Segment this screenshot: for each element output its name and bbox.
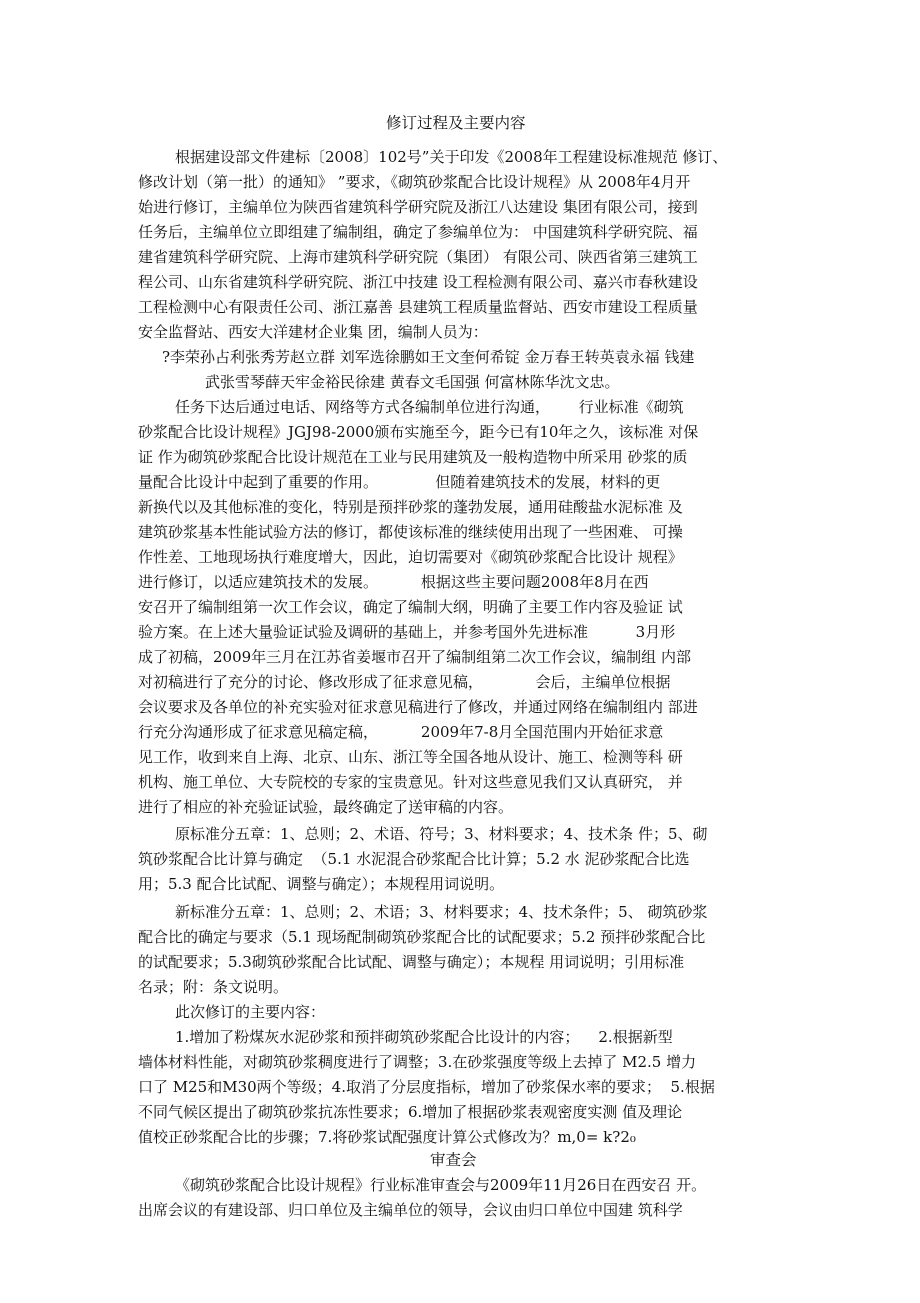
text-line: 对初稿进行了充分的讨论、修改形成了征求意见稿， 会后，主编单位根据	[138, 673, 671, 691]
text-line: 量配合比设计中起到了重要的作用。 但随着建筑技术的发展，材料的更	[138, 473, 661, 491]
text-line: 名录；附：条文说明。	[138, 978, 289, 996]
text-line: 新标准分五章：1、总则；2、术语；3、材料要求；4、技术条件；5、 砌筑砂浆	[175, 903, 708, 921]
text-line: 配合比的确定与要求（5.1 现场配制砌筑砂浆配合比的试配要求；5.2 预拌砂浆配合比	[138, 928, 706, 946]
text-line: 建筑砂浆基本性能试验方法的修订，都使该标准的继续使用出现了一些困难、 可操	[138, 523, 683, 541]
text-line: 出席会议的有建设部、归口单位及主编单位的领导，会议由归口单位中国建 筑科学	[138, 1201, 683, 1219]
text-line: 行充分沟通形成了征求意见稿定稿， 2009年7-8月全国范围内开始征求意	[138, 723, 664, 741]
text-line: 程公司、山东省建筑科学研究院、浙江中技建 设工程检测有限公司、嘉兴市春秋建设	[138, 273, 698, 291]
text-line: ?李荣孙占利张秀芳赵立群 刘军选徐鹏如王文奎何希锭 金万春王转英袁永福 钱建	[162, 348, 695, 366]
text-line: 根据建设部文件建标〔2008〕102号”关于印发《2008年工程建设标准规范 修订、	[175, 148, 728, 166]
text-line: 《砌筑砂浆配合比设计规程》行业标准审查会与2009年11月26日在西安召 开。	[175, 1176, 707, 1194]
text-line: 机构、施工单位、大专院校的专家的宝贵意见。针对这些意见我们又认真研究， 并	[138, 773, 683, 791]
text-line: 作性差、工地现场执行难度增大，因此，迫切需要对《砌筑砂浆配合比设计 规程》	[138, 548, 683, 566]
text-line: 安全监督站、西安大洋建材企业集 团，编制人员为：	[138, 323, 488, 341]
text-line: 口了 M25和M30两个等级；4.取消了分层度指标，增加了砂浆保水率的要求； 5.根据	[138, 1078, 715, 1096]
text-line: 安召开了编制组第一次工作会议，确定了编制大纲，明确了主要工作内容及验证 试	[138, 598, 683, 616]
page-title: 修订过程及主要内容	[386, 114, 526, 132]
text-line: 证 作为砌筑砂浆配合比设计规范在工业与民用建筑及一般构造物中所采用 砂浆的质	[138, 448, 688, 466]
text-line: 工程检测中心有限责任公司、浙江嘉善 县建筑工程质量监督站、西安市建设工程质量	[138, 298, 698, 316]
text-line: 不同气候区提出了砌筑砂浆抗冻性要求；6.增加了根据砂浆表观密度实测 值及理论	[138, 1103, 683, 1121]
text-line: 成了初稿，2009年三月在江苏省姜堰市召开了编制组第二次工作会议，编制组 内部	[138, 648, 691, 666]
text-line: 用；5.3 配合比试配、调整与确定）；本规程用词说明。	[138, 875, 505, 893]
section-title: 审查会	[430, 1151, 477, 1169]
text-line: 新换代以及其他标准的变化，特别是预拌砂浆的蓬勃发展，通用硅酸盐水泥标准 及	[138, 498, 683, 516]
text-line: 始进行修订，主编单位为陕西省建筑科学研究院及浙江八达建设 集团有限公司，接到	[138, 198, 698, 216]
text-line: 进行了相应的补充验证试验，最终确定了送审稿的内容。	[138, 798, 514, 816]
text-line: 进行修订，以适应建筑技术的发展。 根据这些主要问题2008年8月在西	[138, 573, 649, 591]
text-line: 的试配要求；5.3砌筑砂浆配合比试配、调整与确定）；本规程 用词说明；引用标准	[138, 953, 685, 971]
text-line: 任务后，主编单位立即组建了编制组，确定了参编单位为： 中国建筑科学研究院、福	[138, 223, 698, 241]
text-line: 建省建筑科学研究院、上海市建筑科学研究院（集团） 有限公司、陕西省第三建筑工	[138, 248, 698, 266]
text-line: 砂浆配合比设计规程》JGJ98-2000颁布实施至今，距今已有10年之久，该标准 对保	[138, 423, 699, 441]
text-line: 此次修订的主要内容：	[175, 1003, 326, 1021]
text-line: 原标准分五章：1、总则；2、术语、符号；3、材料要求；4、技术条 件；5、砌	[175, 825, 708, 843]
text-line: 武张雪琴薛天牢金裕民徐建 黄春文毛国强 何富林陈华沈文忠。	[205, 373, 620, 391]
text-line: 验方案。在上述大量验证试验及调研的基础上，并参考国外先进标准 3月形	[138, 623, 676, 641]
text-line: 筑砂浆配合比计算与确定 （5.1 水泥混合砂浆配合比计算；5.2 水 泥砂浆配合比选	[138, 850, 690, 868]
text-line: 会议要求及各单位的补充实验对征求意见稿进行了修改，并通过网络在编制组内 部进	[138, 698, 698, 716]
text-line: 墙体材料性能，对砌筑砂浆稠度进行了调整；3.在砂浆强度等级上去掉了 M2.5 增力	[138, 1053, 697, 1071]
text-line: 任务下达后通过电话、网络等方式各编制单位进行沟通， 行业标准《砌筑	[175, 398, 684, 416]
text-line: 修改计划（第一批）的通知》 ”要求，《砌筑砂浆配合比设计规程》从 2008年4月开	[138, 173, 691, 191]
text-line: 见工作，收到来自上海、北京、山东、浙江等全国各地从设计、施工、检测等科 研	[138, 748, 683, 766]
text-line: 1.增加了粉煤灰水泥砂浆和预拌砌筑砂浆配合比设计的内容； 2.根据新型	[175, 1028, 673, 1046]
text-line: 值校正砂浆配合比的步骤；7.将砂浆试配强度计算公式修改为？m,0= k?2₀	[138, 1128, 636, 1146]
